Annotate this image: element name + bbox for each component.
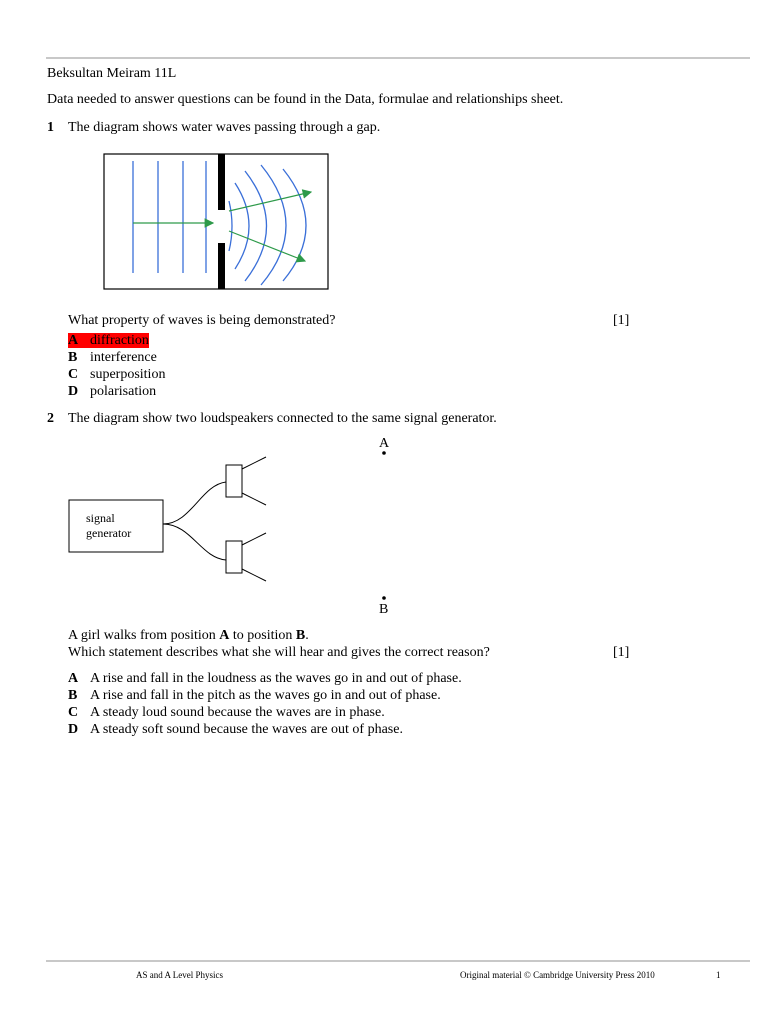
diffracted-wave-4 [261, 165, 286, 285]
speaker-upper-cone-bottom [242, 493, 266, 505]
diffracted-wave-2 [235, 183, 249, 269]
q1-option-d[interactable] [68, 384, 156, 400]
speaker-upper [226, 465, 242, 497]
q1-stem: The diagram shows water waves passing through a gap. [68, 120, 381, 135]
option-letter: B [68, 688, 78, 703]
speaker-upper-cone-top [242, 457, 266, 469]
point-b-dot [382, 596, 386, 600]
point-b-label: B [379, 602, 389, 617]
q2-number: 2 [47, 411, 54, 426]
diffracted-wave-1 [229, 201, 232, 251]
point-a-label: A [379, 436, 390, 451]
q1-option-c[interactable] [68, 367, 165, 383]
option-text: A rise and fall in the loudness as the waves go in and out of phase. [90, 671, 462, 686]
walk-pre: A girl walks from position [68, 628, 220, 643]
option-letter: C [68, 705, 79, 720]
q1-marks: [1] [613, 313, 630, 328]
q2-option-a[interactable] [68, 671, 462, 687]
q1-question: What property of waves is being demonstrated? [68, 313, 336, 328]
q1-option-a-highlight [68, 333, 149, 348]
q1-option-a[interactable] [68, 333, 149, 349]
q2-option-c[interactable] [68, 705, 385, 721]
footer-page-number: 1 [716, 970, 721, 980]
option-letter: A [68, 671, 79, 686]
option-letter: A [68, 333, 79, 348]
q2-marks: [1] [613, 645, 630, 660]
diffracted-arrow-down [229, 231, 305, 261]
speaker-lower-cone-top [242, 533, 266, 545]
instruction-text: Data needed to answer questions can be found in the Data, formulae and relationships sheet. [47, 92, 564, 107]
walk-end: . [305, 628, 309, 643]
generator-label-line2: generator [86, 526, 132, 540]
diffracted-wave-3 [245, 171, 267, 281]
option-letter: D [68, 722, 79, 737]
barrier-top [218, 154, 225, 210]
diagram-frame [104, 154, 328, 289]
q2-loudspeaker-diagram [66, 440, 406, 610]
q1-option-b[interactable] [68, 350, 157, 366]
option-text: A steady soft sound because the waves are out of phase. [90, 722, 403, 737]
option-text: A steady loud sound because the waves are in phase. [90, 705, 385, 720]
option-text: interference [90, 350, 157, 365]
speaker-lower [226, 541, 242, 573]
q2-option-d[interactable] [68, 722, 403, 738]
q2-option-b[interactable] [68, 688, 441, 704]
option-text: superposition [90, 367, 166, 382]
barrier-bottom [218, 243, 225, 289]
option-letter: B [68, 350, 78, 365]
speaker-lower-cone-bottom [242, 569, 266, 581]
q1-number: 1 [47, 120, 54, 135]
q2-walk-text [68, 628, 309, 644]
generator-label-line1: signal [86, 511, 115, 525]
top-rule [46, 57, 750, 59]
q2-question: Which statement describes what she will hear and gives the correct reason? [68, 645, 490, 660]
option-text: diffraction [90, 333, 149, 348]
cable-lower [163, 524, 226, 560]
option-text: A rise and fall in the pitch as the waves go in and out of phase. [90, 688, 441, 703]
footer-rule [46, 960, 750, 962]
footer-left: AS and A Level Physics [136, 970, 223, 980]
point-a-dot [382, 451, 386, 455]
footer-right: Original material © Cambridge University Press 2010 [460, 970, 655, 980]
option-letter: C [68, 367, 79, 382]
option-letter: D [68, 384, 79, 399]
walk-mid: to position [229, 628, 296, 643]
student-line: Beksultan Meiram 11L [47, 66, 177, 81]
walk-a: A [219, 628, 230, 643]
option-text: polarisation [90, 384, 157, 399]
cable-upper [163, 482, 226, 524]
walk-b: B [295, 628, 306, 643]
q1-diffraction-diagram [103, 153, 333, 293]
q2-stem: The diagram show two loudspeakers connected to the same signal generator. [68, 411, 497, 426]
